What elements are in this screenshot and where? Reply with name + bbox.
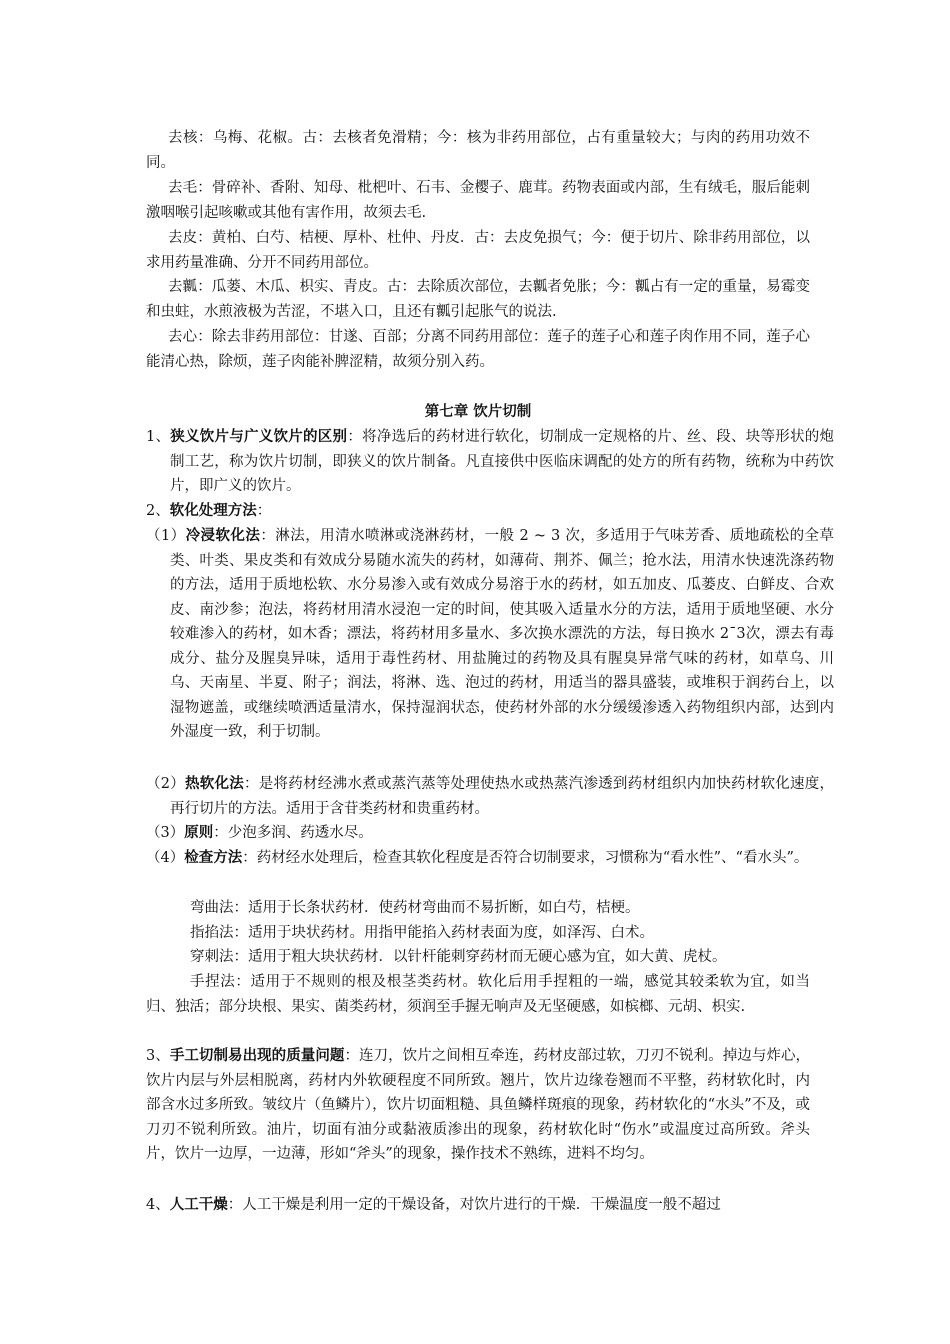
item-3 xyxy=(146,1044,810,1167)
sub-item-3 xyxy=(146,821,834,846)
sub-item-1-heading: 冷浸软化法 xyxy=(185,527,261,544)
item-3-heading: 手工切制易出现的质量问题 xyxy=(169,1047,345,1064)
sub-item-1 xyxy=(146,524,834,745)
term-remove-skin: 去皮 xyxy=(168,230,198,246)
paragraph-remove-pulp xyxy=(146,275,810,324)
method-squeeze: 手捏法：适用于不规则的根及根茎类药材。软化后用手捏粗的一端，感觉其较柔软为宜，如当归、独活；部分块根、果实、菌类药材，须润至手握无响声及无坚硬感，如槟榔、元胡、枳实. xyxy=(146,974,810,1015)
method-pinch: 指掐法：适用于块状药材。用指甲能掐入药材表面为度，如泽泻、白术。 xyxy=(190,925,654,941)
sub-item-4 xyxy=(146,846,834,871)
method-pierce: 穿刺法：适用于粗大块状药材．以针杆能刺穿药材而无硬心感为宜，如大黄、虎杖。 xyxy=(190,949,727,965)
term-remove-core: 去核 xyxy=(168,130,198,146)
text-remove-heart: ：除去非药用部位：甘遂、百部；分离不同药用部位：莲子的莲子心和莲子肉作用不同，莲子心能清心热，除烦，莲子肉能补脾涩精，故须分别入药。 xyxy=(146,329,810,370)
text-remove-skin: ：黄柏、白芍、桔梗、厚朴、杜仲、丹皮．古：去皮免损气；今：便于切片、除非药用部位，以求用药量准确、分开不同药用部位。 xyxy=(146,230,810,271)
item-3-text: ：连刀，饮片之间相互牵连，药材皮部过软，刀刃不锐利。掉边与炸心，饮片内层与外层相脱离，药材内外软硬程度不同所致。翘片，饮片边缘卷翘而不平整，药材软化时，内部含水过多所致。皱纹片（鱼鳞片），饮片切面粗糙、具鱼鳞样斑痕的现象，药材软化的“水头”不及，或刀刃不锐利所致。油片，切面有油分或黏液质渗出的现象，药材软化时“伤水”或温度过高所致。斧头片，饮片一边厚，一边薄，形如“斧头”的现象，操作技术不熟练，进料不均匀。 xyxy=(146,1048,810,1162)
sub-item-1-number: （1） xyxy=(146,528,186,544)
sub-item-1-text: ：淋法，用清水喷淋或浇淋药材，一般 2 ~ 3 次，多适用于气味芳香、质地疏松的全草类、叶类、果皮类和有效成分易随水流失的药材，如薄荷、荆芥、佩兰；抢水法，用清水快速洗涤药物的方法，适用于质地松软、水分易渗入或有效成分易溶于水的药材，如五加皮、瓜蒌皮、白鲜皮、合欢皮、南沙参；泡法，将药材用清水浸泡一定的时间，使其吸入适量水分的方法，适用于质地坚硬、水分较难渗入的药材，如木香；漂法，将药材用多量水、多次换水漂洗的方法，每日换水 2¯3次，漂去有毒成分、盐分及腥臭异味，适用于毒性药材、用盐腌过的药物及具有腥臭异常气味的药材，如草乌、川乌、天南星、半夏、附子；润法，将淋、选、泡过的药材，用适当的器具盛装，或堆积于润药台上，以湿物遮盖，或继续喷洒适量清水，保持湿润状态，使药材外部的水分缓缓渗透入药物组织内部，达到内外湿度一致，利于切制。 xyxy=(170,528,834,740)
item-4-text: ：人工干燥是利用一定的干燥设备，对饮片进行的干燥．干燥温度一般不超过 xyxy=(227,1197,721,1213)
paragraph-remove-hair xyxy=(146,176,810,225)
item-2-text: ： xyxy=(256,503,272,519)
item-1 xyxy=(146,425,834,499)
sub-item-2-number: （2） xyxy=(146,776,185,792)
item-1-heading: 狭义饮片与广义饮片的区别 xyxy=(170,428,348,445)
item-2-number: 2、 xyxy=(146,503,170,519)
item-2-heading: 软化处理方法 xyxy=(169,502,257,519)
sub-item-3-heading: 原则 xyxy=(184,824,214,841)
paragraph-remove-heart xyxy=(146,325,810,374)
sub-item-4-number: （4） xyxy=(146,850,185,866)
chapter-title: 第七章 饮片切制 xyxy=(424,403,532,420)
text-remove-core: ：乌梅、花椒。古：去核者免滑精；今：核为非药用部位，占有重量较大；与肉的药用功效不同。 xyxy=(146,130,811,171)
text-remove-pulp: ：瓜蒌、木瓜、枳实、青皮。古：去除质次部位，去瓤者免胀；今：瓤占有一定的重量，易霉变和虫蛀，水煎液极为苦涩，不堪入口，且还有瓤引起胀气的说法. xyxy=(146,279,810,320)
sub-item-2 xyxy=(146,772,834,821)
sub-item-3-number: （3） xyxy=(146,825,185,841)
item-4 xyxy=(146,1193,810,1218)
item-1-number: 1、 xyxy=(146,429,171,445)
term-remove-hair: 去毛 xyxy=(168,180,198,196)
item-4-number: 4、 xyxy=(146,1197,170,1213)
sub-item-4-heading: 检查方法 xyxy=(184,849,243,866)
item-1-text: ：将净选后的药材进行软化，切制成一定规格的片、丝、段、块等形状的炮制工艺，称为饮片切制，即狭义的饮片制备。凡直接供中医临床调配的处方的所有药物，统称为中药饮片，即广义的饮片。 xyxy=(170,429,835,494)
sub-item-4-text: ：药材经水处理后，检查其软化程度是否符合切制要求，习惯称为“看水性”、“看水头”。 xyxy=(242,850,809,866)
text-remove-hair: ：骨碎补、香附、知母、枇杷叶、石韦、金樱子、鹿茸。药物表面或内部，生有绒毛，服后能刺激咽喉引起咳嗽或其他有害作用，故须去毛. xyxy=(146,180,810,221)
sub-item-2-heading: 热软化法 xyxy=(185,775,245,792)
term-remove-heart: 去心 xyxy=(168,329,198,345)
sub-item-2-text: ：是将药材经沸水煮或蒸汽蒸等处理使热水或热蒸汽渗透到药材组织内加快药材软化速度，再行切片的方法。适用于含苷类药材和贵重药材。 xyxy=(170,776,835,817)
item-4-heading: 人工干燥 xyxy=(169,1196,228,1213)
term-remove-pulp: 去瓤 xyxy=(168,279,198,295)
method-bend: 弯曲法：适用于长条状药材．使药材弯曲而不易折断，如白芍，桔梗。 xyxy=(190,900,640,916)
sub-item-3-text: ：少泡多润、药透水尽。 xyxy=(213,825,373,841)
item-2 xyxy=(146,499,834,524)
paragraph-remove-skin xyxy=(146,226,810,275)
item-3-number: 3、 xyxy=(146,1048,170,1064)
paragraph-remove-core xyxy=(146,126,810,175)
